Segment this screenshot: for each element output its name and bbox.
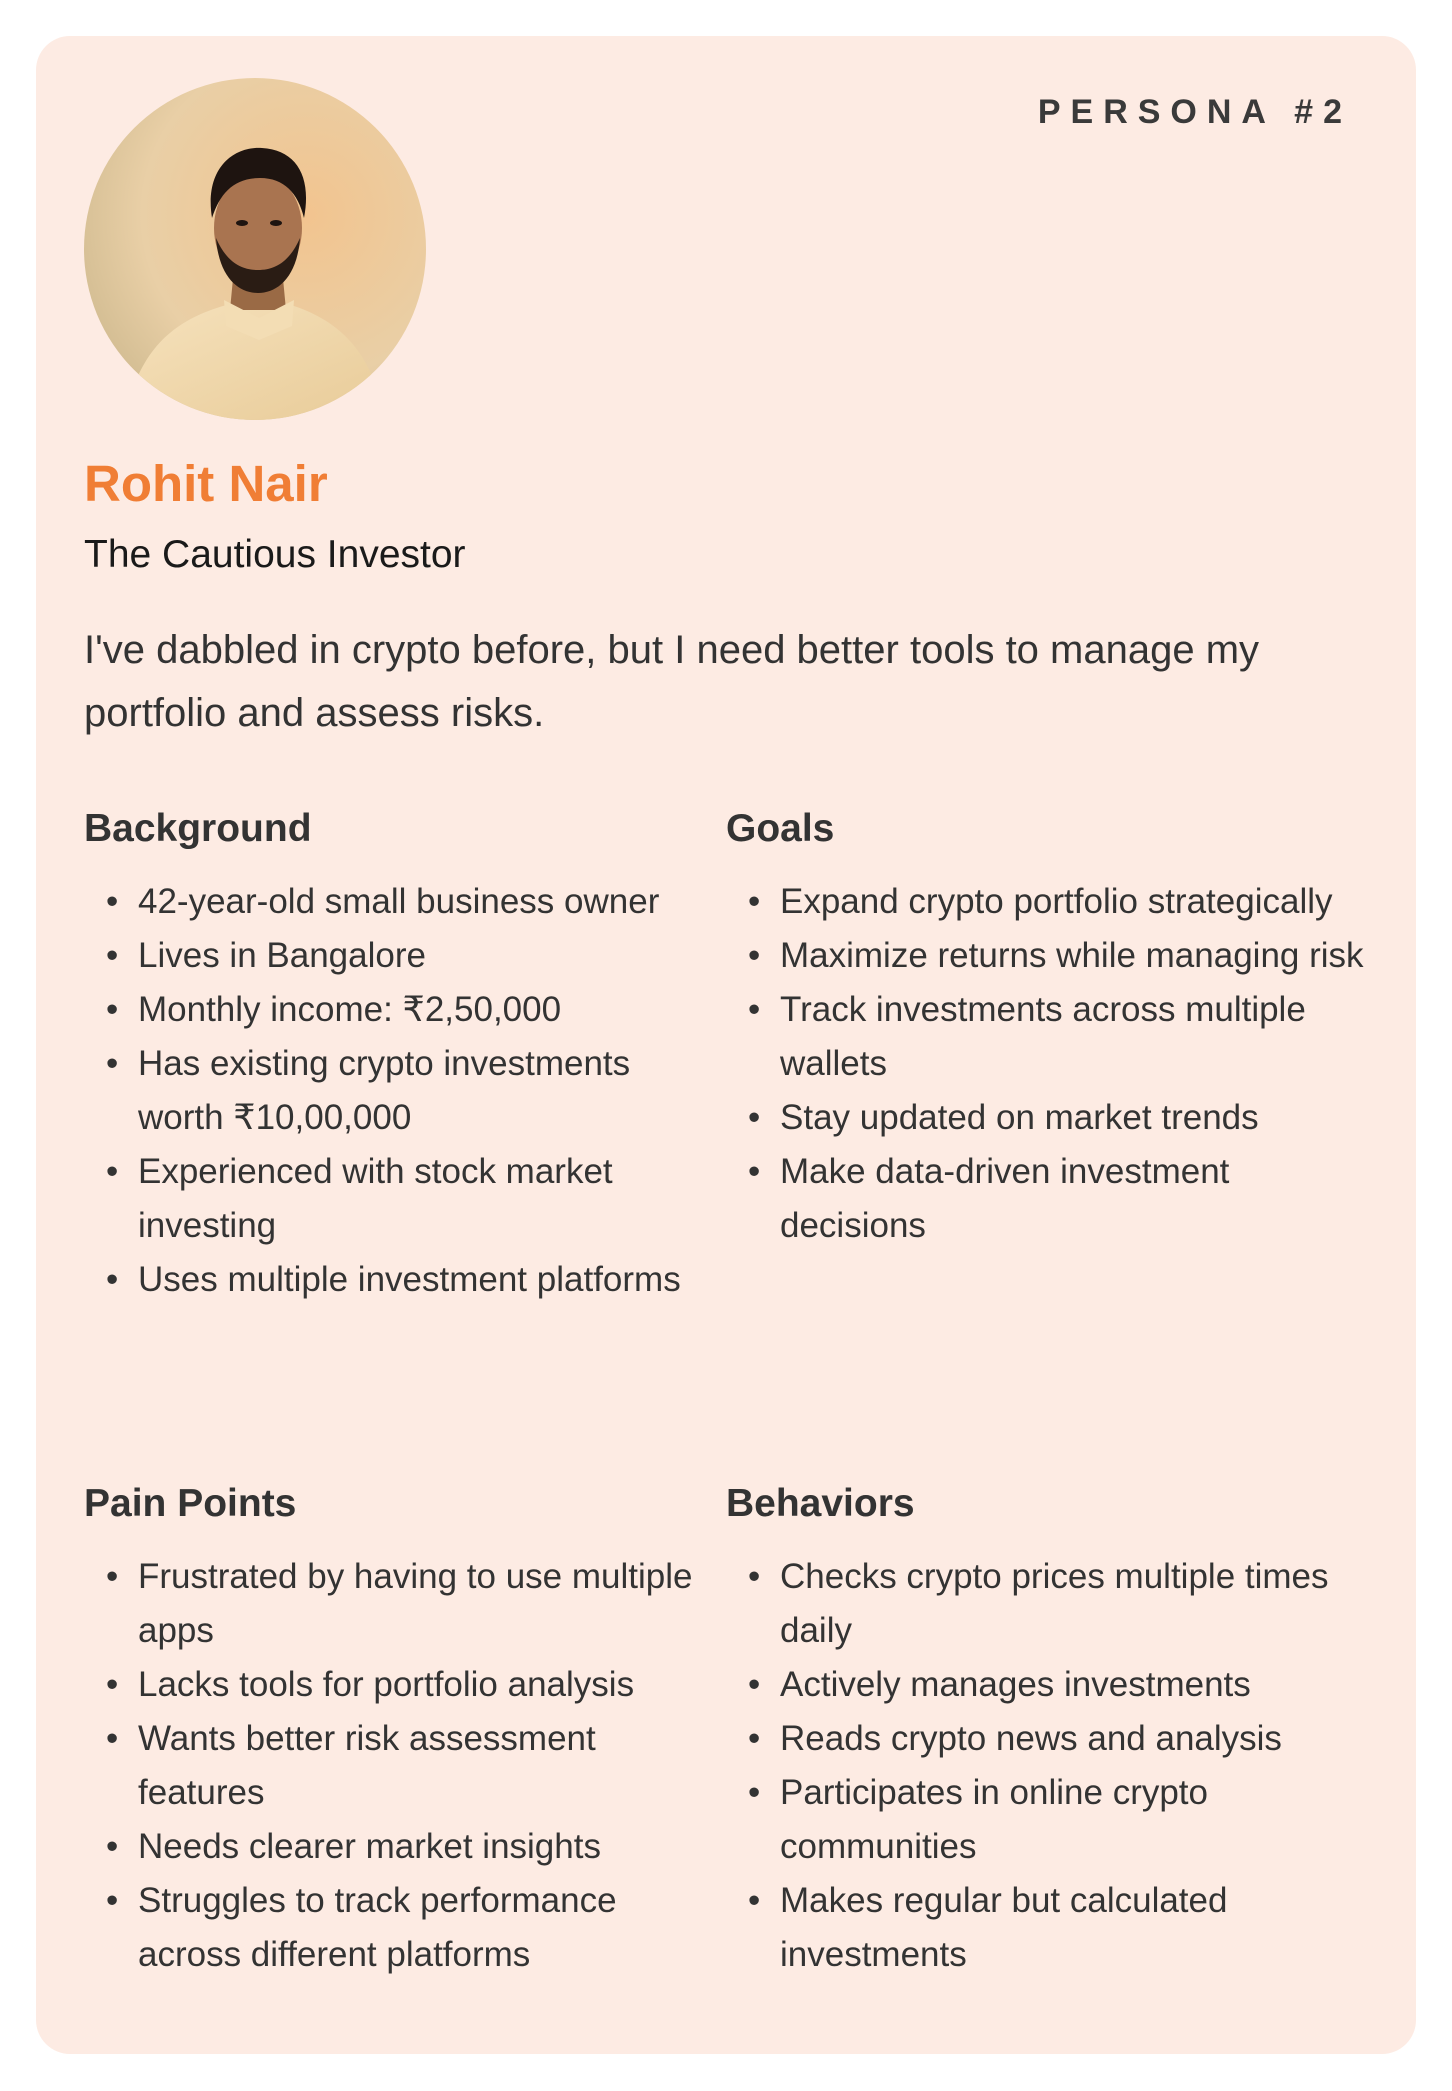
list-item: • Track investments across multiple wallets <box>726 983 1366 1091</box>
goals-list <box>726 875 1366 1253</box>
pain-points-section <box>84 1481 724 1982</box>
bullet-icon: • <box>748 1880 761 1920</box>
list-item: • 42-year-old small business owner <box>84 875 724 929</box>
list-item: • Frustrated by having to use multiple apps <box>84 1550 724 1658</box>
section-title: Goals <box>726 807 835 850</box>
behaviors-section <box>726 1481 1366 1982</box>
persona-card <box>36 36 1416 2054</box>
bullet-icon: • <box>106 1826 119 1866</box>
persona-archetype: The Cautious Investor <box>84 533 466 576</box>
list-item: • Expand crypto portfolio strategically <box>726 875 1366 929</box>
persona-name: Rohit Nair <box>84 455 328 512</box>
bullet-icon: • <box>106 1718 119 1758</box>
bullet-icon: • <box>748 1718 761 1758</box>
bullet-icon: • <box>106 1151 119 1191</box>
list-item: • Make data-driven investment decisions <box>726 1145 1366 1253</box>
bullet-icon: • <box>106 881 119 921</box>
list-item: • Wants better risk assessment features <box>84 1712 724 1820</box>
section-title: Behaviors <box>726 1482 915 1525</box>
bullet-icon: • <box>748 1556 761 1596</box>
bullet-icon: • <box>748 1097 761 1137</box>
list-item: • Uses multiple investment platforms <box>84 1253 724 1307</box>
bullet-icon: • <box>748 935 761 975</box>
list-item: • Lives in Bangalore <box>84 929 724 983</box>
list-item: • Stay updated on market trends <box>726 1091 1366 1145</box>
bullet-icon: • <box>748 1772 761 1812</box>
behaviors-list <box>726 1550 1366 1982</box>
list-item: • Lacks tools for portfolio analysis <box>84 1658 724 1712</box>
goals-section <box>726 806 1366 1253</box>
bullet-icon: • <box>106 1880 119 1920</box>
section-title: Pain Points <box>84 1482 297 1525</box>
background-list <box>84 875 724 1307</box>
background-section <box>84 806 724 1307</box>
persona-number-tag: PERSONA #2 <box>1037 93 1352 131</box>
persona-quote: I've dabbled in crypto before, but I need better tools to manage my portfolio and assess risks. <box>84 628 1260 735</box>
list-item: • Struggles to track performance across different platforms <box>84 1874 724 1982</box>
list-item: • Reads crypto news and analysis <box>726 1712 1366 1766</box>
bullet-icon: • <box>748 1664 761 1704</box>
list-item: • Has existing crypto investments worth ₹10,00,000 <box>84 1037 724 1145</box>
list-item: • Needs clearer market insights <box>84 1820 724 1874</box>
bullet-icon: • <box>106 1043 119 1083</box>
pain-points-list <box>84 1550 724 1982</box>
bullet-icon: • <box>106 1664 119 1704</box>
list-item: • Experienced with stock market investing <box>84 1145 724 1253</box>
list-item: • Participates in online crypto communities <box>726 1766 1366 1874</box>
bullet-icon: • <box>106 1259 119 1299</box>
list-item: • Maximize returns while managing risk <box>726 929 1366 983</box>
bullet-icon: • <box>106 1556 119 1596</box>
bullet-icon: • <box>748 1151 761 1191</box>
list-item: • Monthly income: ₹2,50,000 <box>84 983 724 1037</box>
list-item: • Checks crypto prices multiple times daily <box>726 1550 1366 1658</box>
bullet-icon: • <box>748 881 761 921</box>
list-item: • Actively manages investments <box>726 1658 1366 1712</box>
avatar <box>84 78 426 420</box>
bullet-icon: • <box>106 989 119 1029</box>
section-title: Background <box>84 807 312 850</box>
bullet-icon: • <box>106 935 119 975</box>
bullet-icon: • <box>748 989 761 1029</box>
person-portrait-icon <box>84 78 426 420</box>
list-item: • Makes regular but calculated investments <box>726 1874 1366 1982</box>
